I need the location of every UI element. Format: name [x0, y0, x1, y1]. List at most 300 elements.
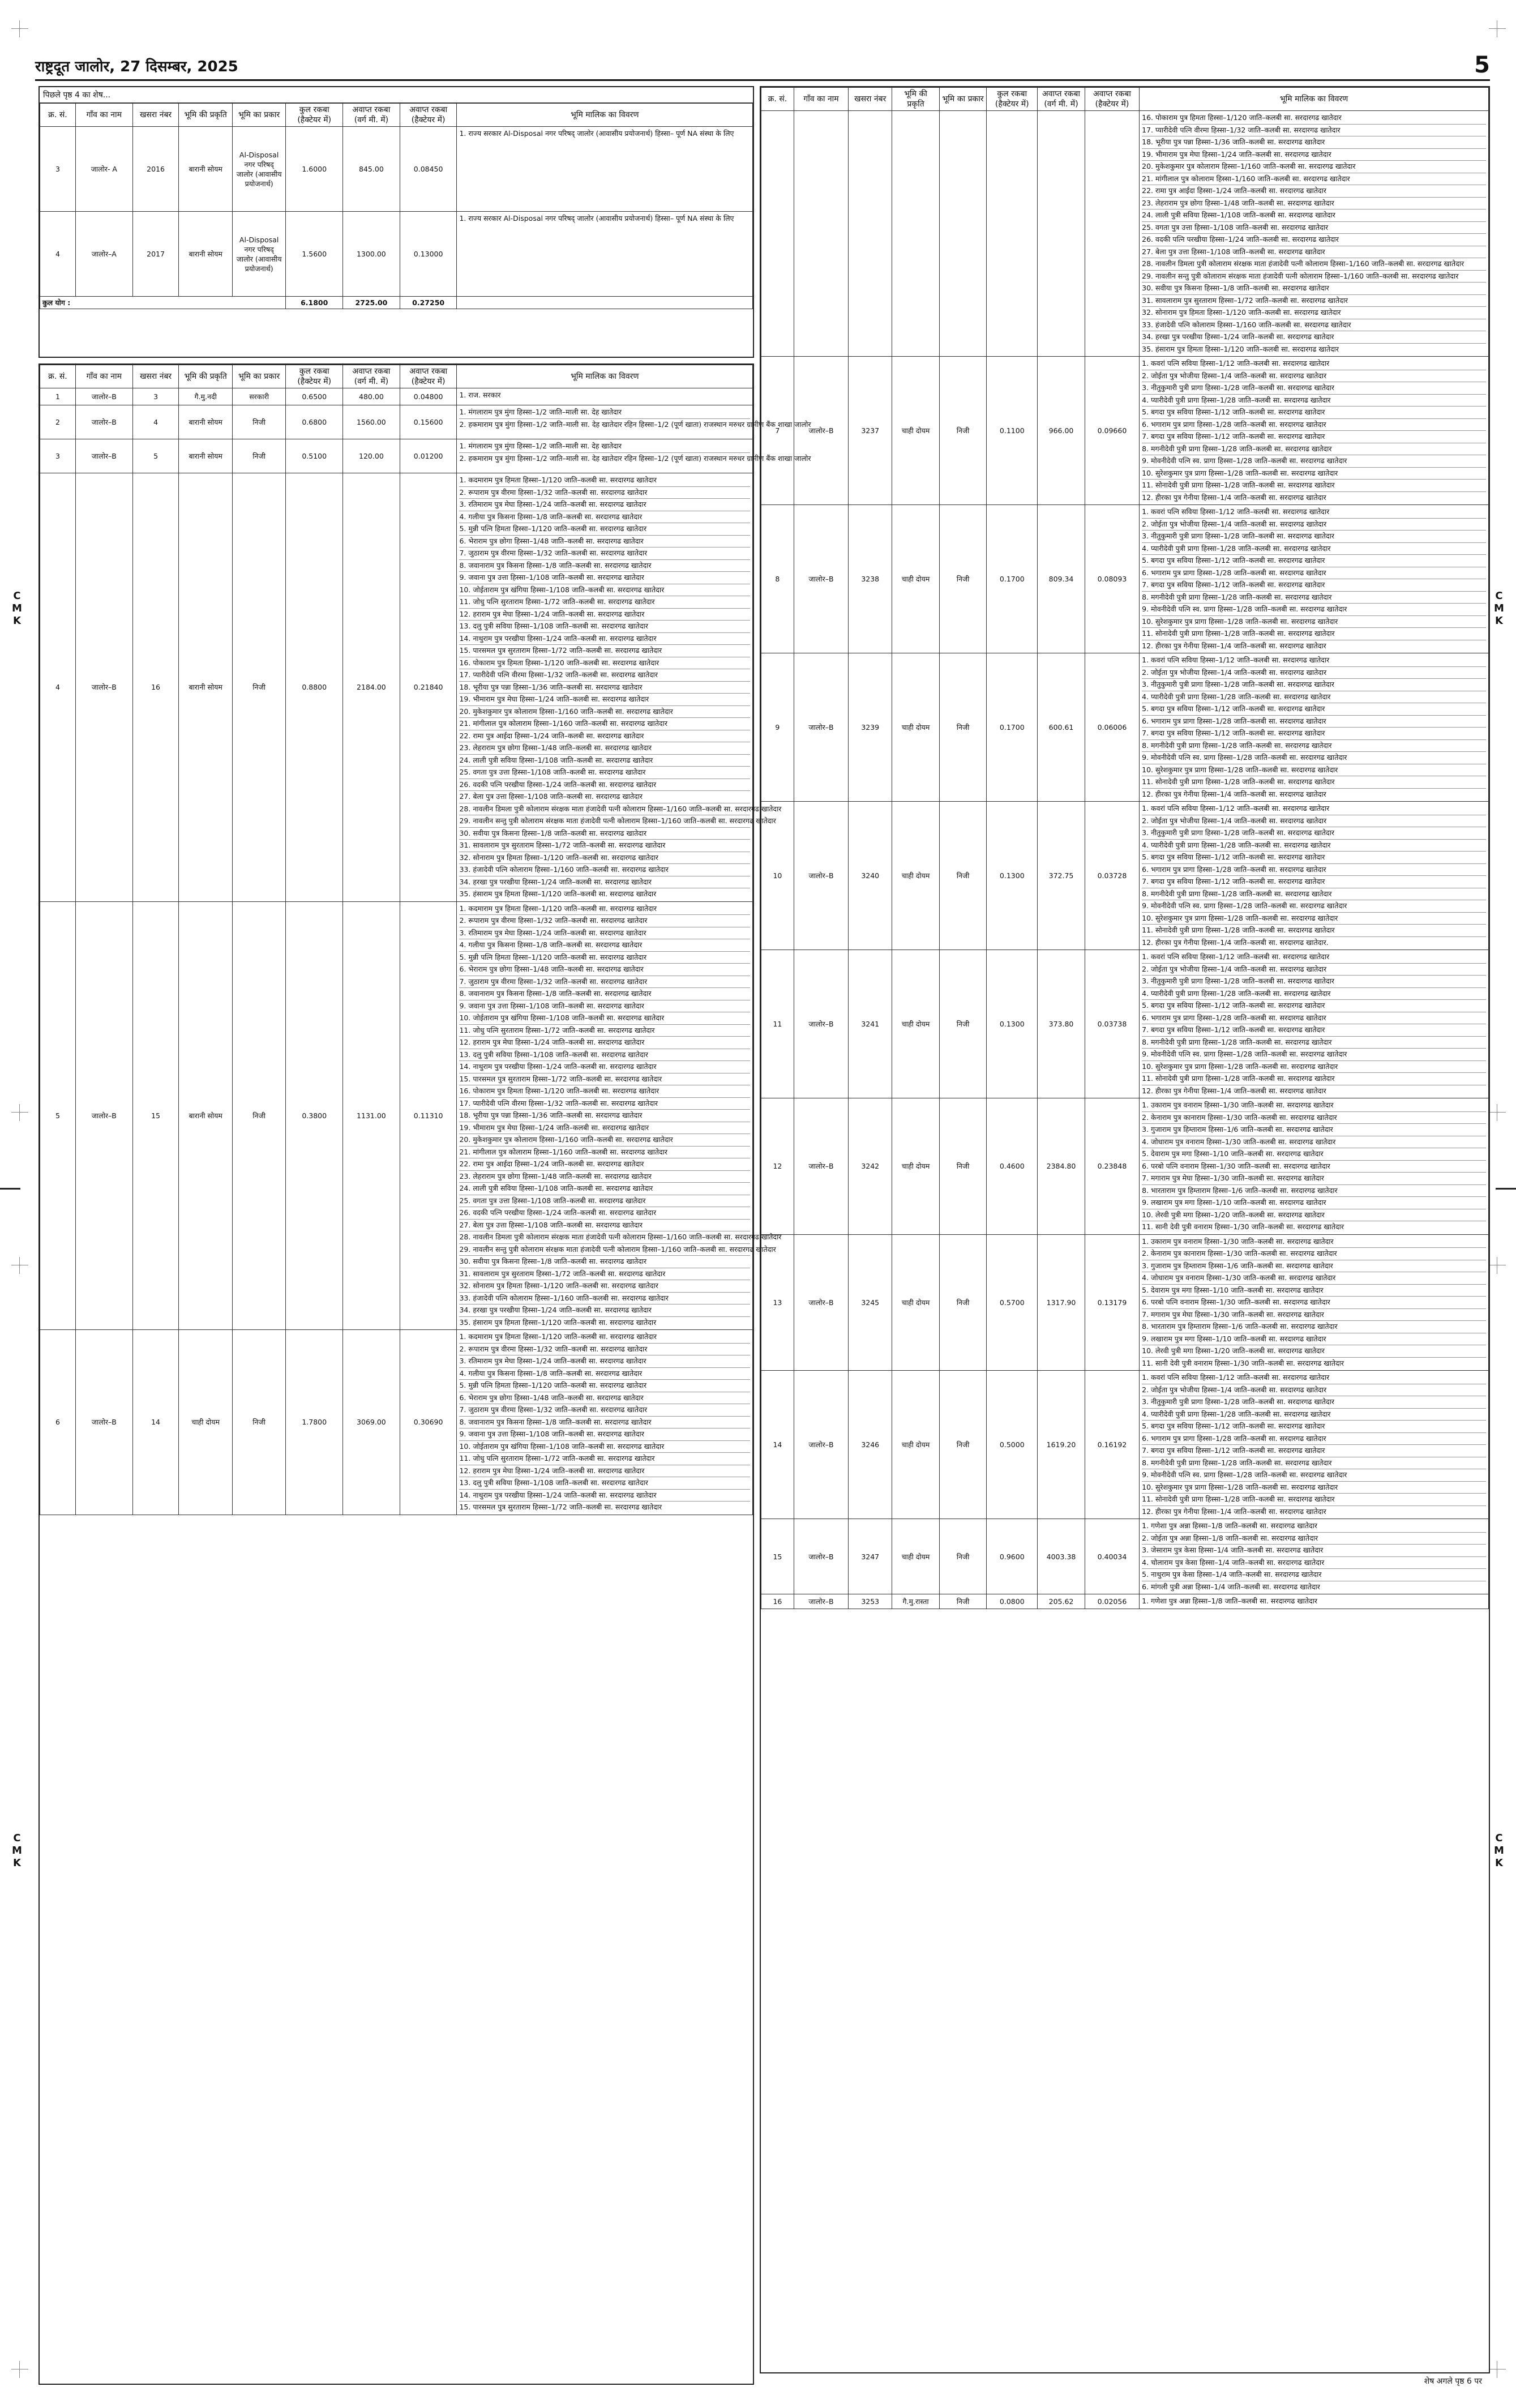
registration-cross — [1489, 1257, 1506, 1274]
owner-line: 5. मुन्नी पत्नि हिमता हिस्सा–1/120 जाति–कलबी सा. सरदारगढ खातेदार — [459, 523, 750, 536]
land-nature-cell: चाही दोयम — [892, 357, 940, 505]
owner-details-cell — [1140, 1594, 1489, 1609]
village-cell: जालोर–B — [794, 1594, 848, 1609]
owner-line: 28. नावलीन डिमला पुत्री कोलाराम संरक्षक माता हंजादेवी पत्नी कोलाराम हिस्सा–1/160 जाति–कलबी सा. सरदारगढ खातेदार — [1142, 258, 1486, 271]
village-cell: जालोर–B — [75, 1330, 132, 1515]
column-header: क्र. सं. — [40, 104, 76, 127]
color-mark-m: M — [1494, 1845, 1504, 1857]
land-nature-cell: चाही दोयम — [892, 653, 940, 802]
owner-line: 6. परबो पत्नि वनाराम हिस्सा–1/30 जाति–कलबी सा. सरदारगढ खातेदार — [1142, 1161, 1486, 1173]
column-header: भूमि का प्रकार — [939, 88, 987, 111]
village-cell: जालोर–B — [75, 901, 132, 1330]
total-area-cell: 0.1300 — [987, 950, 1038, 1098]
land-nature-cell: चाही दोयम — [892, 1098, 940, 1235]
table-header-row — [40, 365, 753, 388]
owner-line: 7. बगदा पुत्र सविया हिस्सा–1/12 जाति–कलबी सा. सरदारगढ खातेदार — [1142, 579, 1486, 592]
village-cell: जालोर–B — [794, 802, 848, 950]
column-header: क्र. सं. — [40, 365, 76, 388]
owner-line: 23. लेहराराम पुत्र छोगा हिस्सा–1/48 जाति–कलबी सा. सरदारगढ खातेदार — [459, 742, 750, 755]
serial-cell: 3 — [40, 127, 76, 212]
column-header: अवाप्त रकबा (हैक्टेयर में) — [400, 104, 457, 127]
owner-line: 1. राज. सरकार — [459, 391, 501, 399]
owner-line: 4. प्यारीदेवी पुत्री प्रागा हिस्सा–1/28 जाति–कलबी सा. सरदारगढ खातेदार — [1142, 543, 1486, 555]
table-row — [761, 1098, 1489, 1235]
owner-line: 15. पारसमल पुत्र सुरताराम हिस्सा–1/72 जाति–कलबी सा. सरदारगढ खातेदार — [459, 1503, 662, 1511]
owner-line: 1. कवरां पत्नि सविया हिस्सा–1/12 जाति–कलबी सा. सरदारगढ खातेदार — [1142, 358, 1486, 370]
owner-line: 12. हीरका पुत्र गेनीया हिस्सा–1/4 जाति–कलबी सा. सरदारगढ खातेदार — [1142, 789, 1326, 798]
serial-cell: 8 — [761, 505, 794, 653]
owner-line: 16. पोकाराम पुत्र हिमता हिस्सा–1/120 जाति–कलबी सा. सरदारगढ खातेदार — [1142, 112, 1486, 125]
land-type-cell: निजी — [939, 1594, 987, 1609]
owner-line: 12. हीरका पुत्र गेनीया हिस्सा–1/4 जाति–कलबी सा. सरदारगढ खातेदार — [1142, 493, 1326, 502]
land-nature-cell: बारानी सोयम — [179, 212, 232, 297]
village-cell: जालोर–B — [794, 1098, 848, 1235]
owner-line: 5. बगदा पुत्र सविया हिस्सा–1/12 जाति–कलबी सा. सरदारगढ खातेदार — [1142, 1421, 1486, 1433]
owner-line: 11. सोनादेवी पुत्री प्रागा हिस्सा–1/28 जाति–कलबी सा. सरदारगढ खातेदार — [1142, 480, 1486, 492]
owner-line: 25. वगता पुत्र उत्ता हिस्सा–1/108 जाति–कलबी सा. सरदारगढ खातेदार — [459, 767, 750, 779]
table-row — [40, 901, 753, 1330]
acquired-ha-cell: 0.15600 — [400, 405, 457, 439]
owner-line: 17. प्यारीदेवी पत्नि वीरमा हिस्सा–1/32 जाति–कलबी सा. सरदारगढ खातेदार — [459, 1098, 750, 1110]
table3-box — [760, 86, 1490, 2373]
owner-line: 2. केनाराम पुत्र कानाराम हिस्सा–1/30 जाति–कलबी सा. सरदारगढ खातेदार — [1142, 1112, 1486, 1124]
owner-line: 28. नावलीन डिमला पुत्री कोलाराम संरक्षक माता हंजादेवी पत्नी कोलाराम हिस्सा–1/160 जाति–कलबी सा. सरदारगढ खातेदार — [459, 803, 750, 816]
color-mark-left-bottom — [10, 1832, 24, 1870]
table-row — [761, 505, 1489, 653]
land-nature-cell: बारानी सोयम — [179, 439, 232, 473]
owner-line: 24. लाली पुत्री सविया हिस्सा–1/108 जाति–कलबी सा. सरदारगढ खातेदार — [459, 755, 750, 767]
fold-mark — [1496, 1188, 1516, 1190]
acquired-sqm-cell: 372.75 — [1038, 802, 1085, 950]
owner-line: 3. रतिमाराम पुत्र मेघा हिस्सा–1/24 जाति–कलबी सा. सरदारगढ खातेदार — [459, 927, 750, 940]
column-header: अवाप्त रकबा (वर्ग मी. में) — [1038, 88, 1085, 111]
owner-line: 6. भगाराम पुत्र प्रागा हिस्सा–1/28 जाति–कलबी सा. सरदारगढ खातेदार — [1142, 567, 1486, 580]
column-header: भूमि मालिक का विवरण — [457, 365, 753, 388]
registration-cross — [11, 20, 28, 37]
owner-line: 29. नावलीन सन्तु पुत्री कोलाराम संरक्षक माता हंजादेवी पत्नी कोलाराम हिस्सा–1/160 जाति–कलबी सा. सरदारगढ खातेदार — [459, 815, 750, 828]
owner-line: 15. पारसमल पुत्र सुरताराम हिस्सा–1/72 जाति–कलबी सा. सरदारगढ खातेदार — [459, 645, 750, 657]
table-row — [40, 127, 753, 212]
land-type-cell: निजी — [939, 505, 987, 653]
owner-line: 4. गलीया पुत्र किसना हिस्सा–1/8 जाति–कलबी सा. सरदारगढ खातेदार — [459, 939, 750, 952]
table-row — [40, 212, 753, 297]
owner-line: 5. बगदा पुत्र सविया हिस्सा–1/12 जाति–कलबी सा. सरदारगढ खातेदार — [1142, 1000, 1486, 1012]
owner-line: 2. जोईता पुत्र भोजीया हिस्सा–1/4 जाति–कलबी सा. सरदारगढ खातेदार — [1142, 1384, 1486, 1397]
land-type-cell: निजी — [232, 1330, 285, 1515]
owner-line: 24. लाली पुत्री सविया हिस्सा–1/108 जाति–कलबी सा. सरदारगढ खातेदार — [459, 1183, 750, 1195]
total-area-cell: 0.8800 — [286, 473, 343, 902]
land-type-cell: निजी — [939, 357, 987, 505]
khasra-cell: 3245 — [849, 1234, 892, 1371]
khasra-cell: 3241 — [849, 950, 892, 1098]
registration-cross — [1489, 2361, 1506, 2378]
land-nature-cell: चाही दोयम — [892, 1371, 940, 1519]
owner-line: 9. लखाराम पुत्र मगा हिस्सा–1/10 जाति–कलबी सा. सरदारगढ खातेदार — [1142, 1333, 1486, 1346]
owner-line: 8. मगनीदेवी पुत्री प्रागा हिस्सा–1/28 जाति–कलबी सा. सरदारगढ खातेदार — [1142, 1457, 1486, 1470]
total-area-cell: 0.3800 — [286, 901, 343, 1330]
acquired-sqm-cell: 480.00 — [343, 388, 400, 405]
owner-line: 6. भेराराम पुत्र छोगा हिस्सा–1/48 जाति–कलबी सा. सरदारगढ खातेदार — [459, 536, 750, 548]
owner-details-cell — [457, 1330, 753, 1515]
owner-line: 10. जोईताराम पुत्र खंगिया हिस्सा–1/108 जाति–कलबी सा. सरदारगढ खातेदार — [459, 1441, 750, 1453]
owner-line: 7. बगदा पुत्र सविया हिस्सा–1/12 जाति–कलबी सा. सरदारगढ खातेदार — [1142, 431, 1486, 443]
column-header: खसरा नंबर — [849, 88, 892, 111]
acquired-ha-cell: 0.13179 — [1085, 1234, 1139, 1371]
table-row — [761, 1234, 1489, 1371]
owner-line: 6. भेराराम पुत्र छोगा हिस्सा–1/48 जाति–कलबी सा. सरदारगढ खातेदार — [459, 1392, 750, 1405]
acquired-sqm-cell: 373.80 — [1038, 950, 1085, 1098]
land-type-cell: निजी — [939, 653, 987, 802]
owner-line: 3. नीतुकुमारी पुत्री प्रागा हिस्सा–1/28 जाति–कलबी सा. सरदारगढ खातेदार — [1142, 827, 1486, 840]
owner-line: 7. बगदा पुत्र सविया हिस्सा–1/12 जाति–कलबी सा. सरदारगढ खातेदार — [1142, 728, 1486, 740]
column-header: खसरा नंबर — [132, 104, 179, 127]
serial-cell: 14 — [761, 1371, 794, 1519]
table-scale-wrapper — [40, 365, 811, 1515]
owner-line: 26. वदकी पत्नि परखीया हिस्सा–1/24 जाति–कलबी सा. सरदारगढ खातेदार — [459, 779, 750, 792]
owner-line: 4. प्यारीदेवी पुत्री प्रागा हिस्सा–1/28 जाति–कलबी सा. सरदारगढ खातेदार — [1142, 988, 1486, 1000]
owner-line: 35. हंसाराम पुत्र हिमता हिस्सा–1/120 जाति–कलबी सा. सरदारगढ खातेदार — [459, 889, 657, 898]
table-row — [40, 405, 753, 439]
owner-details-cell — [457, 473, 782, 902]
owner-line: 11. जोधु पत्नि सुरताराम हिस्सा–1/72 जाति–कलबी सा. सरदारगढ खातेदार — [459, 1453, 750, 1465]
village-cell: जालोर–B — [794, 653, 848, 802]
owner-line: 11. जोधु पत्नि सुरताराम हिस्सा–1/72 जाति–कलबी सा. सरदारगढ खातेदार — [459, 596, 750, 609]
continued-note: पिछले पृष्ठ 4 का शेष... — [40, 87, 753, 103]
khasra-cell: 3240 — [849, 802, 892, 950]
khasra-cell: 3237 — [849, 357, 892, 505]
village-cell: जालोर–B — [75, 473, 132, 902]
owner-details-cell — [1140, 505, 1489, 653]
empty-cell — [849, 111, 892, 357]
owner-line: 1. कवरां पत्नि सविया हिस्सा–1/12 जाति–कलबी सा. सरदारगढ खातेदार — [1142, 506, 1486, 519]
khasra-cell: 3246 — [849, 1371, 892, 1519]
owner-line: 18. भूरीया पुत्र पन्ना हिस्सा–1/36 जाति–कलबी सा. सरदारगढ खातेदार — [459, 682, 750, 694]
owner-line: 5. बगदा पुत्र सविया हिस्सा–1/12 जाति–कलबी सा. सरदारगढ खातेदार — [1142, 703, 1486, 716]
owner-line: 5. बगदा पुत्र सविया हिस्सा–1/12 जाति–कलबी सा. सरदारगढ खातेदार — [1142, 852, 1486, 864]
total-area-cell: 0.6800 — [286, 405, 343, 439]
table-row — [761, 1519, 1489, 1594]
khasra-cell: 3239 — [849, 653, 892, 802]
khasra-cell: 16 — [132, 473, 179, 902]
color-mark-right-bottom — [1492, 1832, 1506, 1870]
owner-line: 4. जोधाराम पुत्र वनाराम हिस्सा–1/30 जाति–कलबी सा. सरदारगढ खातेदार — [1142, 1272, 1486, 1285]
column-header: कुल रकबा (हैक्टेयर में) — [286, 365, 343, 388]
owner-line: 7. बगदा पुत्र सविया हिस्सा–1/12 जाति–कलबी सा. सरदारगढ खातेदार — [1142, 1024, 1486, 1037]
owner-line: 4. प्यारीदेवी पुत्री प्रागा हिस्सा–1/28 जाति–कलबी सा. सरदारगढ खातेदार — [1142, 395, 1486, 407]
color-mark-c: C — [1495, 1832, 1503, 1844]
acquired-sqm-cell: 120.00 — [343, 439, 400, 473]
owner-line: 6. परबो पत्नि वनाराम हिस्सा–1/30 जाति–कलबी सा. सरदारगढ खातेदार — [1142, 1297, 1486, 1309]
acquired-sqm-cell: 4003.38 — [1038, 1519, 1085, 1594]
owner-details-cell — [457, 439, 811, 473]
owner-line: 2. जोईता पुत्र भोजीया हिस्सा–1/4 जाति–कलबी सा. सरदारगढ खातेदार — [1142, 815, 1486, 828]
owner-line: 35. हंसाराम पुत्र हिमता हिस्सा–1/120 जाति–कलबी सा. सरदारगढ खातेदार — [459, 1318, 657, 1327]
owner-line: 30. सवीया पुत्र किसना हिस्सा–1/8 जाति–कलबी सा. सरदारगढ खातेदार — [459, 1256, 750, 1268]
total-area-cell: 0.1700 — [987, 653, 1038, 802]
color-mark-k: K — [1495, 615, 1503, 627]
owner-line: 27. बेला पुत्र उत्ता हिस्सा–1/108 जाति–कलबी सा. सरदारगढ खातेदार — [1142, 246, 1486, 259]
owner-line: 21. मांगीलाल पुत्र कोलाराम हिस्सा–1/160 जाति–कलबी सा. सरदारगढ खातेदार — [459, 1147, 750, 1159]
owner-details-cell — [1140, 653, 1489, 802]
owner-line: 8. जवानाराम पुत्र किसना हिस्सा–1/8 जाति–कलबी सा. सरदारगढ खातेदार — [459, 988, 750, 1000]
owner-line: 5. देवाराम पुत्र मगा हिस्सा–1/10 जाति–कलबी सा. सरदारगढ खातेदार — [1142, 1148, 1486, 1161]
owner-line: 28. नावलीन डिमला पुत्री कोलाराम संरक्षक माता हंजादेवी पत्नी कोलाराम हिस्सा–1/160 जाति–कलबी सा. सरदारगढ खातेदार — [459, 1231, 750, 1244]
owner-line: 21. मांगीलाल पुत्र कोलाराम हिस्सा–1/160 जाति–कलबी सा. सरदारगढ खातेदार — [459, 718, 750, 730]
table-row — [761, 1371, 1489, 1519]
empty-cell — [939, 111, 987, 357]
owner-line: 3. नीतुकुमारी पुत्री प्रागा हिस्सा–1/28 जाति–कलबी सा. सरदारगढ खातेदार — [1142, 531, 1486, 543]
owner-line: 1. मंगलाराम पुत्र मुंगा हिस्सा–1/2 जाति–माली सा. देह खातेदार — [459, 407, 750, 419]
owner-line: 10. सुरेशकुमार पुत्र प्रागा हिस्सा–1/28 जाति–कलबी सा. सरदारगढ खातेदार — [1142, 1482, 1486, 1494]
owner-line: 8. मगनीदेवी पुत्री प्रागा हिस्सा–1/28 जाति–कलबी सा. सरदारगढ खातेदार — [1142, 592, 1486, 604]
owner-details-cell — [1140, 1234, 1489, 1371]
owner-line: 8. मगनीदेवी पुत्री प्रागा हिस्सा–1/28 जाति–कलबी सा. सरदारगढ खातेदार — [1142, 1037, 1486, 1049]
khasra-cell: 14 — [132, 1330, 179, 1515]
owner-line: 7. मगाराम पुत्र मेघा हिस्सा–1/30 जाति–कलबी सा. सरदारगढ खातेदार — [1142, 1309, 1486, 1321]
owner-line: 12. हराराम पुत्र मेघा हिस्सा–1/24 जाति–कलबी सा. सरदारगढ खातेदार — [459, 1037, 750, 1049]
land-nature-cell: बारानी सोयम — [179, 127, 232, 212]
owner-details-cell — [1140, 1098, 1489, 1235]
owner-details-cell — [1140, 950, 1489, 1098]
land-nature-cell: चाही दोयम — [179, 1330, 232, 1515]
serial-cell: 5 — [40, 901, 76, 1330]
total-area-cell: 0.9600 — [987, 1519, 1038, 1594]
empty-cell — [1038, 111, 1085, 357]
khasra-cell: 3238 — [849, 505, 892, 653]
acquired-sqm-cell: 205.62 — [1038, 1594, 1085, 1609]
owner-line: 8. मगनीदेवी पुत्री प्रागा हिस्सा–1/28 जाति–कलबी सा. सरदारगढ खातेदार — [1142, 443, 1486, 456]
table-scale-wrapper — [40, 87, 753, 309]
column-header: भूमि का प्रकार — [232, 365, 285, 388]
owner-line: 33. हंजादेवी पत्नि कोलाराम हिस्सा–1/160 जाति–कलबी सा. सरदारगढ खातेदार — [459, 1293, 750, 1305]
serial-cell: 13 — [761, 1234, 794, 1371]
owner-line: 26. वदकी पत्नि परखीया हिस्सा–1/24 जाति–कलबी सा. सरदारगढ खातेदार — [1142, 234, 1486, 246]
owner-line: 9. मोवनीदेवी पत्नि स्व. प्रागा हिस्सा–1/28 जाति–कलबी सा. सरदारगढ खातेदार — [1142, 900, 1486, 913]
owner-line: 10. सुरेशकुमार पुत्र प्रागा हिस्सा–1/28 जाति–कलबी सा. सरदारगढ खातेदार — [1142, 1061, 1486, 1073]
total-label: कुल योग : — [40, 297, 286, 309]
owner-details-cell — [1140, 111, 1489, 357]
column-header: भूमि की प्रकृति — [179, 365, 232, 388]
owner-line: 31. सावलाराम पुत्र सुरताराम हिस्सा–1/72 जाति–कलबी सा. सरदारगढ खातेदार — [1142, 295, 1486, 307]
total-sqm: 2725.00 — [343, 297, 400, 309]
owner-line: 3. नीतुकुमारी पुत्री प्रागा हिस्सा–1/28 जाति–कलबी सा. सरदारगढ खातेदार — [1142, 976, 1486, 988]
owner-line: 8. भारताराम पुत्र हिम्ताराम हिस्सा–1/6 जाति–कलबी सा. सरदारगढ खातेदार — [1142, 1185, 1486, 1197]
land-nature-cell: बारानी सोयम — [179, 901, 232, 1330]
owner-line: 9. मोवनीदेवी पत्नि स्व. प्रागा हिस्सा–1/28 जाति–कलबी सा. सरदारगढ खातेदार — [1142, 752, 1486, 764]
owner-line: 27. बेला पुत्र उत्ता हिस्सा–1/108 जाति–कलबी सा. सरदारगढ खातेदार — [459, 1220, 750, 1232]
acquired-sqm-cell: 1560.00 — [343, 405, 400, 439]
owner-line: 35. हंसाराम पुत्र हिमता हिस्सा–1/120 जाति–कलबी सा. सरदारगढ खातेदार — [1142, 344, 1339, 353]
land-type-cell: निजी — [939, 1371, 987, 1519]
owner-line: 29. नावलीन सन्तु पुत्री कोलाराम संरक्षक माता हंजादेवी पत्नी कोलाराम हिस्सा–1/160 जाति–कलबी सा. सरदारगढ खातेदार — [1142, 271, 1486, 283]
color-mark-k: K — [13, 1857, 21, 1869]
table-row — [40, 439, 753, 473]
owner-line: 4. जोधाराम पुत्र वनाराम हिस्सा–1/30 जाति–कलबी सा. सरदारगढ खातेदार — [1142, 1136, 1486, 1149]
owner-line: 4. प्यारीदेवी पुत्री प्रागा हिस्सा–1/28 जाति–कलबी सा. सरदारगढ खातेदार — [1142, 1409, 1486, 1421]
land-type-cell: निजी — [232, 439, 285, 473]
column-header: गाँव का नाम — [75, 365, 132, 388]
acquired-sqm-cell: 600.61 — [1038, 653, 1085, 802]
empty-cell — [761, 111, 794, 357]
column-header: कुल रकबा (हैक्टेयर में) — [987, 88, 1038, 111]
owner-line: 34. हरखा पुत्र परखीया हिस्सा–1/24 जाति–कलबी सा. सरदारगढ खातेदार — [459, 1304, 750, 1317]
empty-cell — [987, 111, 1038, 357]
owner-line: 6. भगाराम पुत्र प्रागा हिस्सा–1/28 जाति–कलबी सा. सरदारगढ खातेदार — [1142, 1012, 1486, 1025]
owner-line: 16. पोकाराम पुत्र हिमता हिस्सा–1/120 जाति–कलबी सा. सरदारगढ खातेदार — [459, 1085, 750, 1098]
owner-line: 15. पारसमल पुत्र सुरताराम हिस्सा–1/72 जाति–कलबी सा. सरदारगढ खातेदार — [459, 1073, 750, 1086]
owner-details-cell — [457, 388, 753, 405]
total-area-cell: 1.7800 — [286, 1330, 343, 1515]
owner-line: 4. गलीया पुत्र किसना हिस्सा–1/8 जाति–कलबी सा. सरदारगढ खातेदार — [459, 511, 750, 524]
column-header: भूमि का प्रकार — [232, 104, 285, 127]
khasra-cell: 3 — [132, 388, 179, 405]
acquired-sqm-cell: 1317.90 — [1038, 1234, 1085, 1371]
column-header: भूमि मालिक का विवरण — [457, 104, 753, 127]
total-area-cell: 1.6000 — [286, 127, 343, 212]
owner-line: 3. नीतुकुमारी पुत्री प्रागा हिस्सा–1/28 जाति–कलबी सा. सरदारगढ खातेदार — [1142, 382, 1486, 395]
owner-line: 1. कदमाराम पुत्र हिमता हिस्सा–1/120 जाति–कलबी सा. सरदारगढ खातेदार — [459, 474, 750, 487]
owner-line: 11. सोनादेवी पुत्री प्रागा हिस्सा–1/28 जाति–कलबी सा. सरदारगढ खातेदार — [1142, 628, 1486, 640]
color-mark-left-top — [10, 590, 24, 627]
owner-line: 10. लेरवी पुत्री मगा हिस्सा–1/20 जाति–कलबी सा. सरदारगढ खातेदार — [1142, 1345, 1486, 1358]
serial-cell: 10 — [761, 802, 794, 950]
owner-line: 18. भूरीया पुत्र पन्ना हिस्सा–1/36 जाति–कलबी सा. सरदारगढ खातेदार — [459, 1110, 750, 1122]
newspaper-dateline: राष्ट्रदूत जालोर, 27 दिसम्बर, 2025 — [35, 58, 238, 75]
owner-line: 1. उकाराम पुत्र वनाराम हिस्सा–1/30 जाति–कलबी सा. सरदारगढ खातेदार — [1142, 1100, 1486, 1112]
owner-line: 10. सुरेशकुमार पुत्र प्रागा हिस्सा–1/28 जाति–कलबी सा. सरदारगढ खातेदार — [1142, 764, 1486, 777]
table-header-row — [761, 88, 1489, 111]
serial-cell: 7 — [761, 357, 794, 505]
owner-line: 3. नीतुकुमारी पुत्री प्रागा हिस्सा–1/28 जाति–कलबी सा. सरदारगढ खातेदार — [1142, 1396, 1486, 1409]
land-type-cell: निजी — [232, 405, 285, 439]
owner-line: 9. लखाराम पुत्र मगा हिस्सा–1/10 जाति–कलबी सा. सरदारगढ खातेदार — [1142, 1197, 1486, 1209]
land-type-cell: निजी — [939, 802, 987, 950]
village-cell: जालोर–B — [794, 1519, 848, 1594]
owner-line: 31. सावलाराम पुत्र सुरताराम हिस्सा–1/72 जाति–कलबी सा. सरदारगढ खातेदार — [459, 840, 750, 852]
acquired-ha-cell: 0.02056 — [1085, 1594, 1139, 1609]
owner-line: 1. राज्य सरकार Al-Disposal नगर परिषद् जालोर (आवासीय प्रयोजनार्थ) हिस्सा– पूर्ण NA संस्था के लिए — [459, 214, 734, 223]
owner-line: 1. कदमाराम पुत्र हिमता हिस्सा–1/120 जाति–कलबी सा. सरदारगढ खातेदार — [459, 1331, 750, 1344]
owner-line: 4. चोलाराम पुत्र केसा हिस्सा–1/4 जाति–कलबी सा. सरदारगढ खातेदार — [1142, 1557, 1486, 1569]
khasra-cell: 2017 — [132, 212, 179, 297]
village-cell: जालोर–B — [75, 388, 132, 405]
owner-line: 11. जोधु पत्नि सुरताराम हिस्सा–1/72 जाति–कलबी सा. सरदारगढ खातेदार — [459, 1025, 750, 1037]
owner-line: 19. भीमाराम पुत्र मेघा हिस्सा–1/24 जाति–कलबी सा. सरदारगढ खातेदार — [1142, 149, 1486, 161]
acquired-sqm-cell: 2184.00 — [343, 473, 400, 902]
owner-line: 10. लेरवी पुत्री मगा हिस्सा–1/20 जाति–कलबी सा. सरदारगढ खातेदार — [1142, 1209, 1486, 1222]
land-type-cell: निजी — [232, 473, 285, 902]
owner-line: 12. हीरका पुत्र गेनीया हिस्सा–1/4 जाति–कलबी सा. सरदारगढ खातेदार — [1142, 1086, 1326, 1095]
owner-line: 20. मुकेशकुमार पुत्र कोलाराम हिस्सा–1/160 जाति–कलबी सा. सरदारगढ खातेदार — [1142, 161, 1486, 173]
owner-line: 12. हीरका पुत्र गेनीया हिस्सा–1/4 जाति–कलबी सा. सरदारगढ खातेदार. — [1142, 938, 1329, 947]
land-nature-cell: चाही दोयम — [892, 1519, 940, 1594]
owner-line: 19. भीमाराम पुत्र मेघा हिस्सा–1/24 जाति–कलबी सा. सरदारगढ खातेदार — [459, 694, 750, 706]
column-header: भूमि मालिक का विवरण — [1140, 88, 1489, 111]
color-mark-right-top — [1492, 590, 1506, 627]
owner-line: 27. बेला पुत्र उत्ता हिस्सा–1/108 जाति–कलबी सा. सरदारगढ खातेदार — [459, 791, 750, 803]
owner-line: 2. केनाराम पुत्र कानाराम हिस्सा–1/30 जाति–कलबी सा. सरदारगढ खातेदार — [1142, 1248, 1486, 1260]
acquired-sqm-cell: 1300.00 — [343, 212, 400, 297]
owner-details-cell — [457, 212, 753, 297]
owner-line: 2. जोईता पुत्र भोजीया हिस्सा–1/4 जाति–कलबी सा. सरदारगढ खातेदार — [1142, 964, 1486, 976]
owner-line: 11. सोनादेवी पुत्री प्रागा हिस्सा–1/28 जाति–कलबी सा. सरदारगढ खातेदार — [1142, 925, 1486, 937]
land-table-b — [40, 365, 811, 1515]
table-row — [761, 1594, 1489, 1609]
owner-line: 22. रामा पुत्र आईदा हिस्सा–1/24 जाति–कलबी सा. सरदारगढ खातेदार — [459, 1158, 750, 1171]
owner-details-cell — [457, 901, 782, 1330]
owner-line: 7. मगाराम पुत्र मेघा हिस्सा–1/30 जाति–कलबी सा. सरदारगढ खातेदार — [1142, 1173, 1486, 1185]
acquired-sqm-cell: 3069.00 — [343, 1330, 400, 1515]
land-nature-cell: बारानी सोयम — [179, 473, 232, 902]
total-area-cell: 0.6500 — [286, 388, 343, 405]
color-mark-k: K — [1495, 1857, 1503, 1869]
acquired-ha-cell: 0.11310 — [400, 901, 457, 1330]
table-scale-wrapper — [761, 87, 1489, 1609]
acquired-sqm-cell: 966.00 — [1038, 357, 1085, 505]
acquired-sqm-cell: 1131.00 — [343, 901, 400, 1330]
owner-line: 33. हंजादेवी पत्नि कोलाराम हिस्सा–1/160 जाति–कलबी सा. सरदारगढ खातेदार — [459, 864, 750, 876]
owner-line: 2. हकमाराम पुत्र मुंगा हिस्सा–1/2 जाति–माली सा. देह खातेदार रहिन हिस्सा–1/2 (पूर्ण खाता) राजस्थान मरुधर ग्रामीण बैंक शाखा जालोर — [459, 454, 811, 463]
column-header: अवाप्त रकबा (हैक्टेयर में) — [1085, 88, 1139, 111]
owner-line: 3. रतिमाराम पुत्र मेघा हिस्सा–1/24 जाति–कलबी सा. सरदारगढ खातेदार — [459, 1355, 750, 1368]
land-type-cell: निजी — [939, 1098, 987, 1235]
table-row — [40, 388, 753, 405]
table-row — [761, 653, 1489, 802]
village-cell: जालोर–B — [794, 1234, 848, 1371]
owner-line: 1. राज्य सरकार Al-Disposal नगर परिषद् जालोर (आवासीय प्रयोजनार्थ) हिस्सा– पूर्ण NA संस्था के लिए — [459, 129, 734, 138]
land-type-cell: निजी — [939, 1234, 987, 1371]
acquired-sqm-cell: 2384.80 — [1038, 1098, 1085, 1235]
owner-line: 22. रामा पुत्र आईदा हिस्सा–1/24 जाति–कलबी सा. सरदारगढ खातेदार — [459, 730, 750, 743]
owner-line: 3. रतिमाराम पुत्र मेघा हिस्सा–1/24 जाति–कलबी सा. सरदारगढ खातेदार — [459, 499, 750, 511]
acquired-ha-cell: 0.03738 — [1085, 950, 1139, 1098]
owner-line: 12. हराराम पुत्र मेघा हिस्सा–1/24 जाति–कलबी सा. सरदारगढ खातेदार — [459, 1465, 750, 1478]
acquired-ha-cell: 0.03728 — [1085, 802, 1139, 950]
land-nature-cell: बारानी सोयम — [179, 405, 232, 439]
registration-cross — [1489, 1104, 1506, 1121]
owner-line: 2. रूपाराम पुत्र वीरमा हिस्सा–1/32 जाति–कलबी सा. सरदारगढ खातेदार — [459, 1344, 750, 1356]
total-area-cell: 0.5700 — [987, 1234, 1038, 1371]
registration-cross — [11, 1257, 28, 1274]
color-mark-c: C — [13, 1832, 21, 1844]
total-area-cell: 0.1300 — [987, 802, 1038, 950]
owner-details-cell — [1140, 802, 1489, 950]
column-header: गाँव का नाम — [794, 88, 848, 111]
color-mark-c: C — [1495, 590, 1503, 602]
owner-line: 4. प्यारीदेवी पुत्री प्रागा हिस्सा–1/28 जाति–कलबी सा. सरदारगढ खातेदार — [1142, 840, 1486, 852]
owner-line: 19. भीमाराम पुत्र मेघा हिस्सा–1/24 जाति–कलबी सा. सरदारगढ खातेदार — [459, 1122, 750, 1135]
owner-line: 17. प्यारीदेवी पत्नि वीरमा हिस्सा–1/32 जाति–कलबी सा. सरदारगढ खातेदार — [1142, 125, 1486, 137]
village-cell: जालोर–A — [75, 212, 132, 297]
acquired-ha-cell: 0.40034 — [1085, 1519, 1139, 1594]
owner-line: 29. नावलीन सन्तु पुत्री कोलाराम संरक्षक माता हंजादेवी पत्नी कोलाराम हिस्सा–1/160 जाति–कलबी सा. सरदारगढ खातेदार — [459, 1244, 750, 1256]
owner-line: 13. दलु पुत्री सविया हिस्सा–1/108 जाति–कलबी सा. सरदारगढ खातेदार — [459, 1049, 750, 1062]
owner-line: 7. जुठाराम पुत्र वीरमा हिस्सा–1/32 जाति–कलबी सा. सरदारगढ खातेदार — [459, 548, 750, 560]
owner-line: 8. मगनीदेवी पुत्री प्रागा हिस्सा–1/28 जाति–कलबी सा. सरदारगढ खातेदार — [1142, 740, 1486, 752]
acquired-ha-cell: 0.08450 — [400, 127, 457, 212]
owner-line: 9. जवाना पुत्र उत्ता हिस्सा–1/108 जाति–कलबी सा. सरदारगढ खातेदार — [459, 572, 750, 584]
fold-mark — [0, 1188, 20, 1190]
color-mark-m: M — [1494, 602, 1504, 614]
land-type-cell: Al-Disposal नगर परिषद् जालोर (आवासीय प्रयोजनार्थ) — [232, 212, 285, 297]
acquired-ha-cell: 0.09660 — [1085, 357, 1139, 505]
owner-line: 2. जोईता पुत्र भोजीया हिस्सा–1/4 जाति–कलबी सा. सरदारगढ खातेदार — [1142, 370, 1486, 383]
acquired-ha-cell: 0.30690 — [400, 1330, 457, 1515]
owner-line: 5. बगदा पुत्र सविया हिस्सा–1/12 जाति–कलबी सा. सरदारगढ खातेदार — [1142, 555, 1486, 567]
registration-cross — [11, 1104, 28, 1121]
village-cell: जालोर–B — [794, 950, 848, 1098]
owner-line: 7. जुठाराम पुत्र वीरमा हिस्सा–1/32 जाति–कलबी सा. सरदारगढ खातेदार — [459, 1404, 750, 1417]
